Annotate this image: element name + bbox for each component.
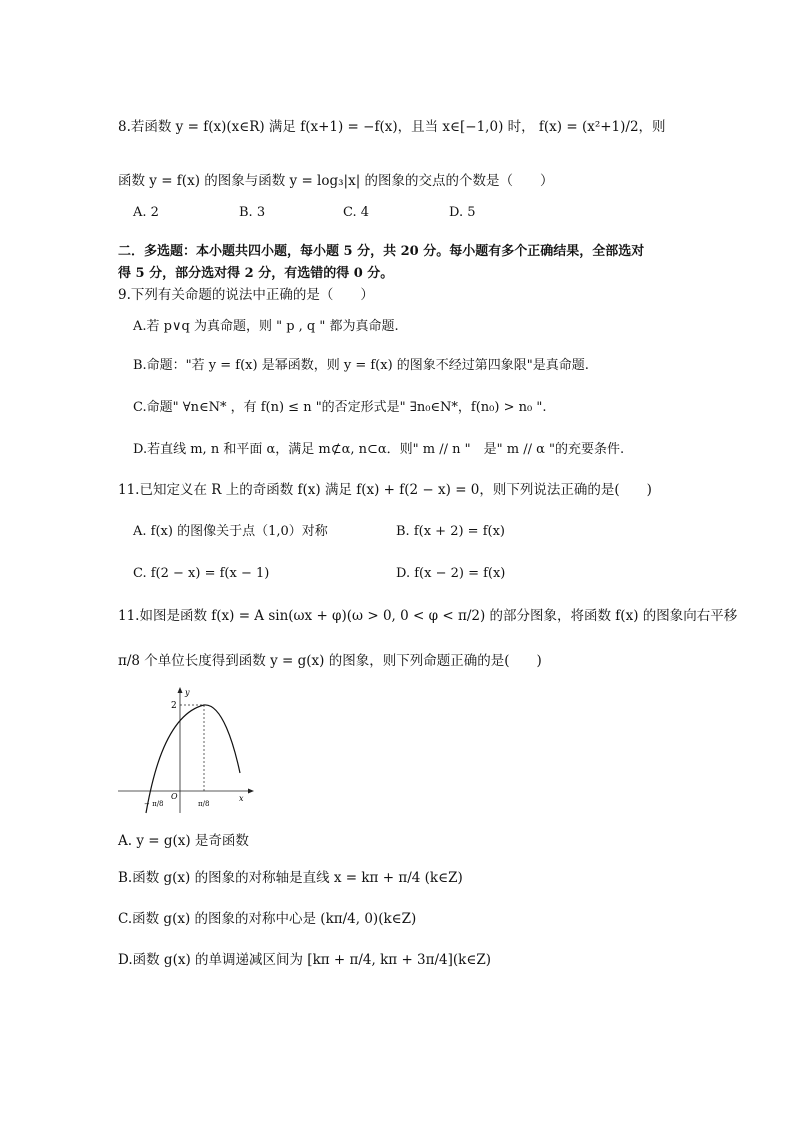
q9-option-a: A.若 p∨q 为真命题，则 " p , q " 都为真命题. — [133, 319, 399, 334]
q11b-option-d: D.函数 g(x) 的单调递减区间为 [kπ + π/4, kπ + 3π/4](k∈Z) — [118, 952, 492, 968]
q8-stem-line2: 函数 y = f(x) 的图象与函数 y = log₃|x| 的图象的交点的个数是（ ） — [118, 173, 554, 189]
q11a-option-c: C. f(2 − x) = f(x − 1) — [133, 566, 270, 581]
q11a-option-d: D. f(x − 2) = f(x) — [396, 566, 506, 581]
q11a-stem: 11.已知定义在 R 上的奇函数 f(x) 满足 f(x) + f(2 − x) = 0，则下列说法正确的是( ) — [118, 482, 652, 498]
q11a-option-a: A. f(x) 的图像关于点（1,0）对称 — [133, 524, 328, 539]
origin-label: O — [171, 792, 178, 801]
q9-option-c: C.命题" ∀n∈N* ，有 f(n) ≤ n "的否定形式是" ∃n₀∈N*，f(n₀) > n₀ ". — [133, 400, 547, 415]
y-axis-arrow — [178, 687, 183, 693]
section-header-line2: 得 5 分，部分选对得 2 分，有选错的得 0 分。 — [118, 266, 394, 281]
left-tick-label: − π/8 — [144, 800, 164, 808]
sine-graph-figure — [118, 685, 258, 817]
q8-option-d: D. 5 — [449, 205, 476, 220]
q8-option-b: B. 3 — [239, 205, 266, 220]
q11b-option-b: B.函数 g(x) 的图象的对称轴是直线 x = kπ + π/4 (k∈Z) — [118, 870, 463, 886]
q9-option-b: B.命题："若 y = f(x) 是幂函数，则 y = f(x) 的图象不经过第四象限"是真命题. — [133, 358, 589, 373]
q11b-option-a: A. y = g(x) 是奇函数 — [118, 833, 249, 849]
q11b-option-c: C.函数 g(x) 的图象的对称中心是 (kπ/4, 0)(k∈Z) — [118, 911, 417, 927]
q8-option-a: A. 2 — [133, 205, 159, 220]
peak-value-label: 2 — [171, 701, 177, 711]
q11b-stem-line1: 11.如图是函数 f(x) = A sin(ωx + φ)(ω > 0, 0 < φ < π/2) 的部分图象，将函数 f(x) 的图象向右平移 — [118, 608, 738, 624]
y-axis-label: y — [185, 688, 190, 697]
q8-option-c: C. 4 — [343, 205, 370, 220]
q9-option-d: D.若直线 m, n 和平面 α，满足 m⊄α, n⊂α．则" m // n " 是" m // α "的充要条件. — [133, 442, 625, 457]
q11a-option-b: B. f(x + 2) = f(x) — [396, 524, 505, 539]
x-axis-arrow — [248, 789, 254, 794]
right-tick-label: π/8 — [198, 800, 210, 808]
q11b-stem-line2: π/8 个单位长度得到函数 y = g(x) 的图象，则下列命题正确的是( ) — [118, 653, 542, 669]
q8-stem-line1: 8.若函数 y = f(x)(x∈R) 满足 f(x+1) = −f(x)，且当 x∈[−1,0) 时， f(x) = (x²+1)/2，则 — [118, 119, 666, 135]
q9-stem: 9.下列有关命题的说法中正确的是（ ） — [118, 287, 374, 303]
sine-curve — [146, 705, 240, 813]
x-axis-label: x — [239, 794, 244, 803]
section-header-line1: 二．多选题：本小题共四小题，每小题 5 分，共 20 分。每小题有多个正确结果，全部选对 — [118, 244, 645, 259]
